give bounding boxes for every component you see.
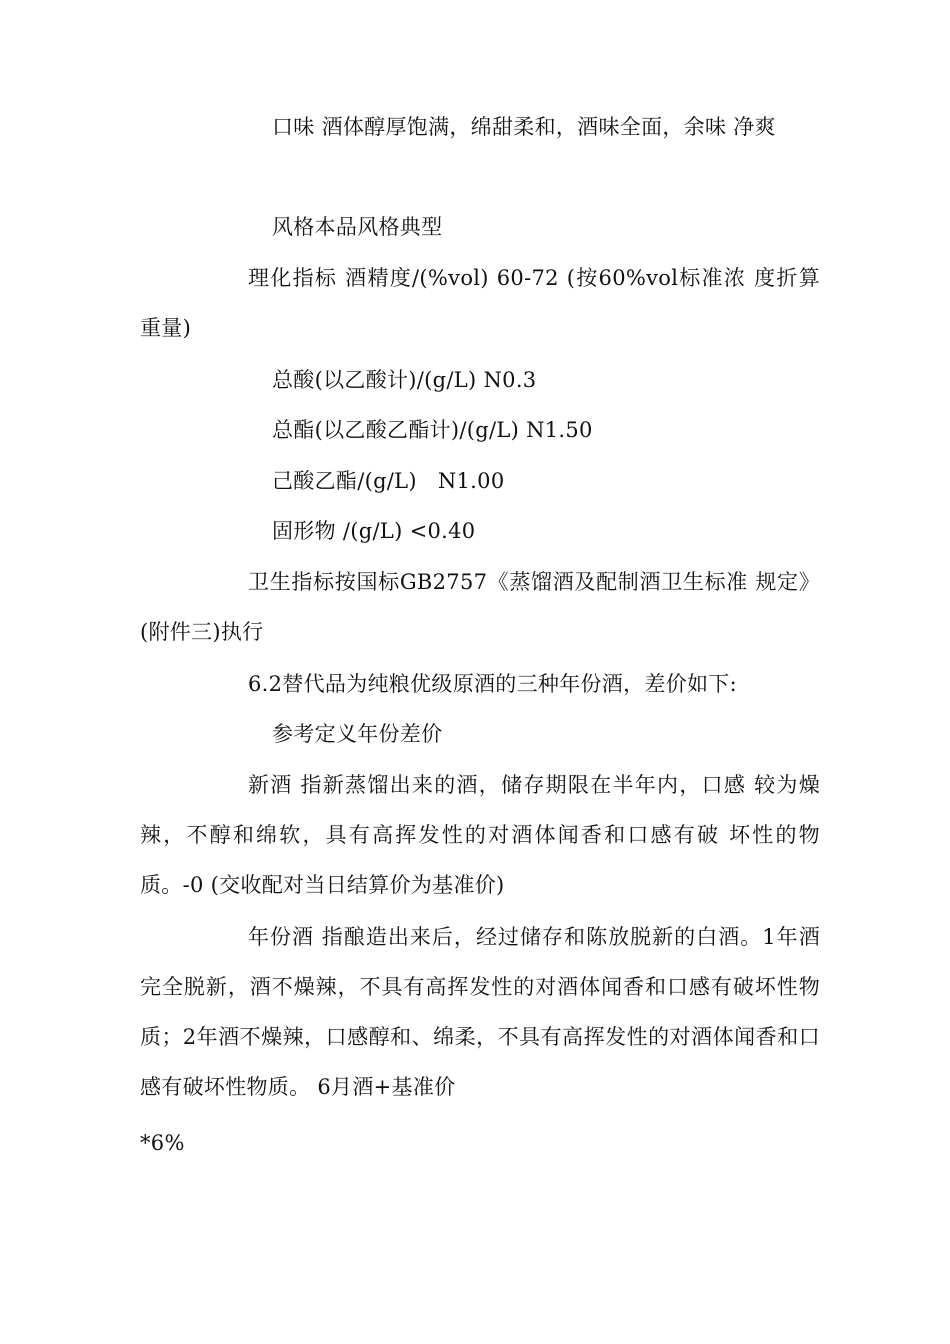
- paragraph-aged-liquor: 年份酒 指酿造出来后，经过储存和陈放脱新的白酒。1年酒完全脱新，酒不燥辣，不具有高挥发性的对酒体闻香和口感有破坏性物质；2年酒不燥辣，口感醇和、绵柔，不具有高挥发性的对酒体闻香和口感有破坏性物质。 6月酒+基准价: [140, 925, 820, 1099]
- paragraph-total-acid: 总酸(以乙酸计)/(g/L) N0.3: [272, 368, 537, 392]
- paragraph-taste: 口味 酒体醇厚饱满，绵甜柔和，酒味全面，余味 净爽: [272, 115, 776, 139]
- paragraph-substitute: 6.2替代品为纯粮优级原酒的三种年份酒，差价如下:: [248, 672, 737, 696]
- paragraph-solids: 固形物 /(g/L) <0.40: [272, 519, 476, 543]
- paragraph-ethyl-caproate: 己酸乙酯/(g/L) N1.00: [272, 469, 505, 493]
- paragraph-physicochemical: 理化指标 酒精度/(%vol) 60-72 (按60%vol标准浓 度折算重量): [140, 266, 820, 340]
- paragraph-reference-heading: 参考定义年份差价: [272, 722, 443, 746]
- paragraph-total-ester: 总酯(以乙酸乙酯计)/(g/L) N1.50: [272, 418, 593, 442]
- paragraph-new-liquor: 新酒 指新蒸馏出来的酒，储存期限在半年内，口感 较为燥辣，不醇和绵软，具有高挥发性的对酒体闻香和口感有破 坏性的物质。-0 (交收配对当日结算价为基准价): [140, 773, 820, 897]
- paragraph-hygiene: 卫生指标按国标GB2757《蒸馏酒及配制酒卫生标准 规定》(附件三)执行: [140, 570, 820, 644]
- paragraph-percent: *6%: [140, 1131, 185, 1155]
- paragraph-style: 风格本品风格典型: [272, 215, 443, 239]
